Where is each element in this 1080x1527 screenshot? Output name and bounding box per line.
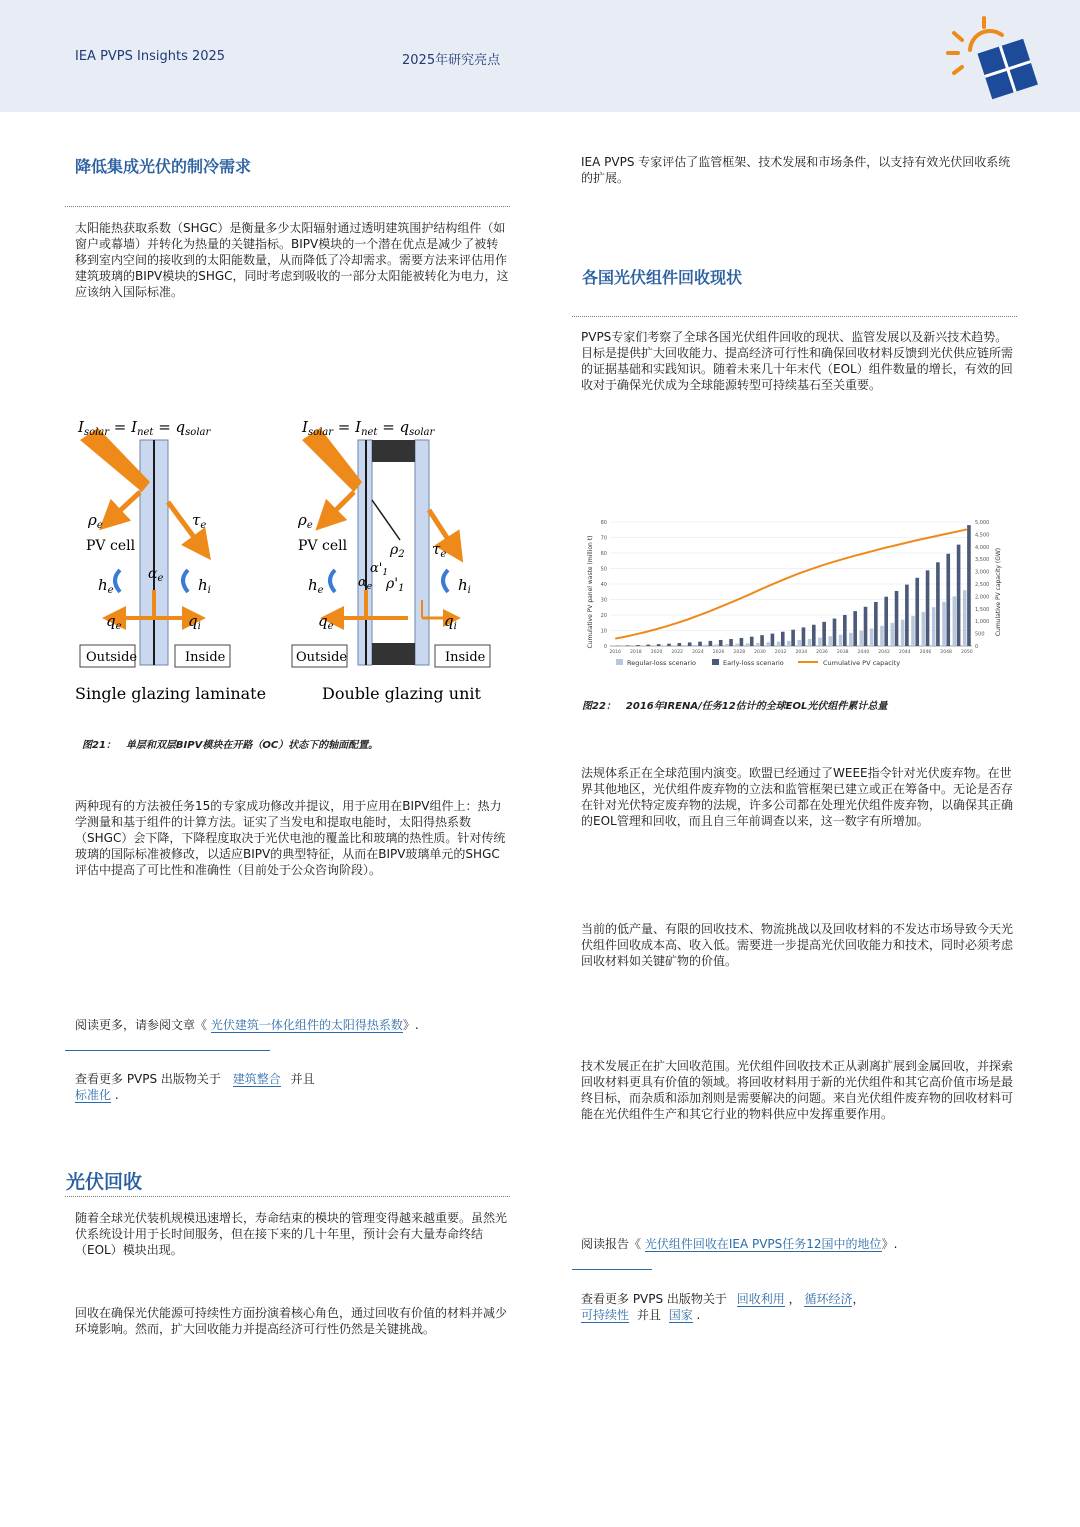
x-tick-label: 2016: [609, 650, 622, 655]
svg-text:hi: $h_i$: [458, 576, 471, 596]
bar-early-loss: [874, 602, 878, 646]
svg-text:qi: $q_i$: [444, 612, 457, 632]
bar-early-loss: [719, 640, 723, 646]
link-recycling[interactable]: 回收利用: [736, 1292, 785, 1306]
bar-early-loss: [957, 545, 961, 646]
svg-text:Inside: Inside: [185, 650, 226, 665]
more-and: 并且: [290, 1072, 315, 1086]
link-circular-economy[interactable]: 循环经济: [804, 1292, 853, 1306]
bar-early-loss: [781, 632, 785, 646]
bar-early-loss: [688, 642, 692, 646]
report-link[interactable]: 光伏组件回收在IEA PVPS任务12国中的地位: [644, 1237, 882, 1251]
right-paragraph-2: 法规体系正在全球范围内演变。欧盟已经通过了WEEE指令针对光伏废弃物。在世界其他地区，光伏组件废弃物的立法和监管框架已建立或正在筹备中。无论是否存在针对光伏特定废弃物的法规，许多公司都在处理光伏组件废弃物，以确保其正确的EOL管理和回收，而且自三年前调查以来，这一数字有所增加。: [581, 766, 1014, 828]
bar-regular-loss: [891, 623, 895, 646]
right-tick-label: 500: [975, 631, 985, 638]
svg-text:qi: $q_i$: [188, 612, 201, 632]
read-report-line: [581, 1236, 1016, 1252]
svg-text:ρe: $\rho_e$: [298, 511, 313, 531]
bar-early-loss: [936, 562, 940, 646]
more-and: 并且: [636, 1308, 661, 1322]
left-tick-label: 50: [600, 566, 607, 573]
divider: [572, 316, 1017, 317]
right-intro-paragraph: IEA PVPS 专家评估了监管框架、技术发展和市场条件，以支持有效光伏回收系统的扩展。: [581, 155, 1011, 185]
sun-panel-logo-icon: [940, 15, 1040, 105]
right-more-publications-line: [581, 1291, 1016, 1323]
bipv-glazing-diagram: [70, 410, 510, 710]
x-tick-label: 2032: [774, 650, 787, 655]
readmore-suffix: 》.: [402, 1018, 419, 1032]
more-end: .: [696, 1308, 701, 1322]
bar-early-loss: [709, 641, 713, 646]
bar-early-loss: [760, 635, 764, 646]
section1-heading: 降低集成光伏的制冷需求: [75, 157, 252, 176]
svg-text:Outside: Outside: [296, 650, 348, 665]
bar-regular-loss: [942, 602, 946, 646]
left-tick-label: 10: [600, 628, 607, 635]
bar-early-loss: [750, 637, 754, 646]
right-tick-label: 3,000: [975, 569, 990, 576]
legend-capacity: Cumulative PV capacity: [823, 659, 901, 667]
x-tick-label: 2018: [630, 650, 642, 655]
bar-early-loss: [895, 591, 899, 646]
right-tick-label: 4,500: [975, 532, 990, 539]
bar-early-loss: [698, 642, 702, 646]
chart-ylabel-right: Cumulative PV capacity (GW): [995, 547, 1002, 637]
bar-regular-loss: [808, 639, 812, 646]
link-underline: [65, 1050, 270, 1051]
svg-text:qe: $q_e$: [106, 612, 122, 632]
bar-early-loss: [864, 607, 868, 646]
bar-regular-loss: [725, 644, 729, 646]
more-sep: ，: [788, 1292, 801, 1306]
recycling-status-heading: 各国光伏组件回收现状: [582, 268, 743, 287]
bar-regular-loss: [839, 635, 843, 646]
section2-heading: 光伏回收: [66, 1171, 143, 1193]
link-sustainability[interactable]: 可持续性: [581, 1308, 630, 1322]
svg-text:PV cell: PV cell: [298, 538, 348, 554]
x-tick-label: 2024: [692, 650, 704, 655]
bar-regular-loss: [880, 626, 884, 646]
svg-text:PV cell: PV cell: [86, 538, 136, 554]
bar-regular-loss: [756, 643, 760, 646]
left-tick-label: 40: [600, 582, 607, 588]
x-tick-label: 2026: [712, 650, 725, 655]
svg-text:he: $h_e$: [98, 576, 114, 596]
bar-regular-loss: [932, 607, 936, 646]
svg-text:Outside: Outside: [86, 650, 138, 665]
x-tick-label: 2034: [795, 650, 808, 655]
more-prefix: 查看更多 PVPS 出版物关于: [581, 1292, 727, 1306]
figure-21-caption: 图21： 单层和双层BIPV模块在开路（OC）状态下的轴面配置。: [82, 740, 379, 751]
report-prefix: 阅读报告《: [581, 1237, 642, 1251]
right-tick-label: 3,500: [975, 557, 990, 564]
x-tick-label: 2036: [816, 650, 828, 655]
header-center: 2025年研究亮点: [402, 53, 501, 68]
svg-text:he: $h_e$: [308, 576, 324, 596]
right-tick-label: 0: [975, 644, 979, 650]
bar-regular-loss: [963, 590, 967, 646]
page-header: [0, 0, 1080, 112]
bar-early-loss: [636, 645, 640, 646]
right-tick-label: 5,000: [975, 520, 990, 526]
more-publications-line: [75, 1071, 510, 1103]
bar-regular-loss: [715, 644, 719, 646]
svg-text:αe: $\alpha_e$: [358, 575, 373, 592]
readmore-link[interactable]: 光伏建筑一体化组件的太阳得热系数: [210, 1018, 403, 1032]
svg-text:ρe: $\rho_e$: [88, 511, 103, 531]
bar-early-loss: [822, 622, 826, 646]
bar-early-loss: [905, 585, 909, 646]
bar-early-loss: [843, 615, 847, 646]
bar-regular-loss: [953, 596, 957, 646]
report-suffix: 》.: [881, 1237, 898, 1251]
right-paragraph-4: 技术发展正在扩大回收范围。光伏组件回收技术正从剥离扩展到金属回收，并探索回收材料更具有价值的领域。将回收材料用于新的光伏组件和其它高价值市场是最终目标，而杂质和添加剂则是需要解决的问题。来自光伏组件废弃物的回收材料可能在光伏组件生产和其它行业的物料供应中发挥重要作用。: [581, 1059, 1014, 1121]
fig-label-double: Double glazing unit: [322, 684, 481, 703]
bar-regular-loss: [787, 641, 791, 646]
right-tick-label: 2,500: [975, 582, 990, 588]
right-tick-label: 1,000: [975, 619, 990, 626]
bar-regular-loss: [777, 642, 781, 646]
bar-early-loss: [853, 611, 857, 646]
bar-regular-loss: [849, 633, 853, 646]
right-paragraph-3: 当前的低产量、有限的回收技术、物流挑战以及回收材料的不发达市场导致今天光伏组件回收成本高、收入低。需要进一步提高光伏回收能力和技术，同时必须考虑回收材料如关键矿物的价值。: [581, 922, 1014, 968]
bar-regular-loss: [870, 628, 874, 646]
x-tick-label: 2022: [671, 650, 684, 655]
bar-early-loss: [967, 525, 971, 646]
more-prefix: 查看更多 PVPS 出版物关于: [75, 1072, 221, 1086]
bar-regular-loss: [922, 612, 926, 646]
bar-regular-loss: [818, 638, 822, 646]
bar-regular-loss: [746, 643, 750, 646]
bar-early-loss: [657, 644, 661, 646]
readmore-line: [75, 1017, 510, 1033]
section2-paragraph-2: 回收在确保光伏能源可持续性方面扮演着核心角色，通过回收有价值的材料并减少环境影响。然而，扩大回收能力并提高经济可行性仍然是关键挑战。: [75, 1306, 508, 1336]
legend-swatch-early-loss: [712, 659, 719, 665]
left-tick-label: 80: [600, 520, 607, 526]
svg-text:α'1: $\alpha'_1$: [370, 561, 389, 578]
section1-paragraph-1: 太阳能热获取系数（SHGC）是衡量多少太阳辐射通过透明建筑围护结构组件（如窗户或幕墙）并转化为热量的关键指标。BIPV模块的一个潜在优点是减少了被转移到室内空间的接收到的太阳能数量，从而降低了冷却需求。需要方法来评估用作建筑玻璃的BIPV模块的SHGC，同时考虑到吸收的一部分太阳能被转化为电力，这应该纳入国际标准。: [75, 221, 509, 299]
link-standardization[interactable]: 标准化: [75, 1088, 112, 1102]
svg-text:ρ'1: $\rho'_1$: [386, 576, 405, 594]
bar-early-loss: [791, 630, 795, 646]
x-tick-label: 2030: [754, 650, 766, 655]
svg-text:hi: $h_i$: [198, 576, 211, 596]
right-tick-label: 2,000: [975, 594, 990, 601]
svg-text:Isolar = Inet = qsolar: $I_{solar} = I_{net} = q_{solar}$: [78, 418, 211, 438]
bar-regular-loss: [684, 645, 688, 646]
legend-swatch-regular-loss: [616, 659, 623, 665]
bar-early-loss: [647, 645, 651, 646]
x-tick-label: 2042: [878, 650, 890, 655]
x-tick-label: 2028: [733, 650, 746, 655]
bar-early-loss: [812, 625, 816, 646]
bar-early-loss: [626, 645, 630, 646]
right-paragraph-1: PVPS专家们考察了全球各国光伏组件回收的现状、监管发展以及新兴技术趋势。目标是提供扩大回收能力、提高经济可行性和确保回收材料反馈到光伏供应链所需的证据基础和实践知识。随着未来几十年末代（EOL）组件数量的增长，有效的回收对于确保光伏成为全球能源转型可持续基石至关重要。: [581, 330, 1014, 392]
bar-regular-loss: [828, 636, 832, 646]
x-tick-label: 2044: [898, 650, 911, 655]
bar-regular-loss: [901, 620, 905, 646]
bar-regular-loss: [911, 616, 915, 646]
bar-regular-loss: [704, 645, 708, 646]
x-tick-label: 2020: [650, 650, 663, 655]
x-tick-label: 2046: [919, 650, 932, 655]
left-tick-label: 30: [600, 597, 607, 604]
link-underline: [572, 1269, 652, 1270]
divider: [65, 206, 510, 207]
section1-paragraph-2: 两种现有的方法被任务15的专家成功修改并提议，用于应用在BIPV组件上：热力学测量和基于组件的计算方法。证实了当发电和提取电能时，太阳得热系数（SHGC）会下降，下降程度取决于光伏电池的覆盖比和玻璃的热性质。针对传统玻璃的国际标准被修改，以适应BIPV的典型特征，从而在BIPV玻璃单元的SHGC评估中提高了可比性和准确性（目前处于公众咨询阶段）。: [75, 799, 506, 877]
more-end: .: [114, 1088, 119, 1102]
svg-text:τe: $\tau_e$: [432, 540, 447, 560]
link-building-integration[interactable]: 建筑整合: [232, 1072, 281, 1086]
svg-text:qe: $q_e$: [318, 612, 334, 632]
section2-paragraph-1: 随着全球光伏装机规模迅速增长，寿命结束的模块的管理变得越来越重要。虽然光伏系统设计用于长时间服务，但在接下来的几十年里，预计会有大量寿命终结（EOL）模块出现。: [75, 1211, 508, 1257]
more-sep: ，: [852, 1292, 865, 1306]
x-tick-label: 2040: [857, 650, 870, 655]
bar-early-loss: [740, 638, 744, 646]
bar-regular-loss: [735, 644, 739, 646]
header-left: IEA PVPS Insights 2025: [75, 49, 226, 64]
single-glazing-sketch: [77, 418, 230, 667]
legend-regular-loss: Regular-loss scenario: [627, 659, 696, 667]
left-tick-label: 20: [600, 613, 607, 619]
eol-waste-chart: [580, 512, 1020, 672]
bar-early-loss: [771, 634, 775, 646]
bar-regular-loss: [694, 645, 698, 646]
svg-text:τe: $\tau_e$: [192, 511, 207, 531]
right-tick-label: 4,000: [975, 544, 990, 551]
left-tick-label: 0: [603, 644, 607, 650]
bar-early-loss: [802, 627, 806, 646]
bar-early-loss: [884, 597, 888, 646]
x-tick-label: 2048: [940, 650, 952, 655]
figure-22-caption: 图22： 2016年IRENA/任务12估计的全球EOL光伏组件累计总量: [582, 701, 888, 712]
bar-regular-loss: [673, 645, 677, 646]
bar-regular-loss: [859, 631, 863, 646]
bar-early-loss: [678, 643, 682, 646]
divider: [65, 1196, 510, 1197]
bar-early-loss: [729, 639, 733, 646]
bar-early-loss: [833, 619, 837, 646]
svg-text:Inside: Inside: [445, 650, 486, 665]
link-countries[interactable]: 国家: [668, 1308, 693, 1322]
left-tick-label: 70: [600, 535, 607, 542]
bar-early-loss: [915, 578, 919, 646]
bar-regular-loss: [766, 642, 770, 646]
fig-label-single: Single glazing laminate: [75, 684, 267, 703]
right-tick-label: 1,500: [975, 606, 990, 613]
bar-early-loss: [667, 644, 671, 646]
chart-ylabel-left: Cumulative PV panel waste (million t): [587, 535, 594, 649]
left-tick-label: 60: [600, 551, 607, 557]
readmore-prefix: 阅读更多，请参阅文章《: [75, 1018, 208, 1032]
x-tick-label: 2038: [836, 650, 849, 655]
svg-text:Isolar = Inet = qsolar: $I_{solar} = I_{net} = q_{solar}$: [302, 418, 435, 438]
x-tick-label: 2050: [960, 650, 973, 655]
legend-early-loss: Early-loss scenario: [723, 659, 784, 667]
svg-text:αe: $\alpha_e$: [148, 566, 164, 584]
bar-early-loss: [946, 554, 950, 646]
bar-early-loss: [926, 570, 930, 646]
chart-legend: [616, 659, 900, 667]
bar-regular-loss: [797, 640, 801, 646]
double-glazing-sketch: [292, 418, 490, 667]
svg-text:ρ2: $\rho_2$: [390, 542, 405, 560]
